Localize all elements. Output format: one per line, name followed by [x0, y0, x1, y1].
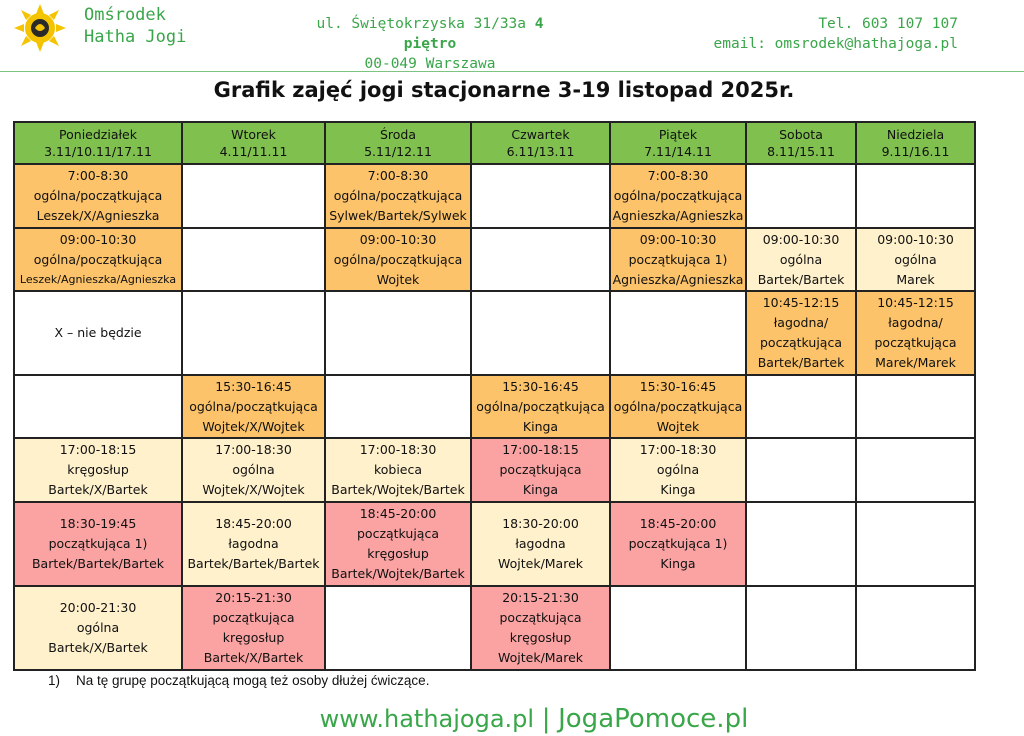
class-line: Bartek/Bartek	[757, 355, 845, 370]
class-line: Kinga	[522, 482, 559, 497]
class-cell	[746, 228, 856, 291]
class-line: początkująca 1)	[628, 536, 728, 551]
empty-cell	[746, 375, 856, 438]
footnote-number: 1)	[48, 673, 61, 688]
class-cell	[182, 502, 325, 586]
jogapomoce-link[interactable]: JogaPomoce.pl	[558, 704, 749, 734]
class-line: Agnieszka/Agnieszka	[612, 271, 744, 287]
class-line: 15:30-16:45	[502, 378, 579, 394]
class-line: łagodna/	[888, 315, 943, 330]
class-line: Agnieszka/Agnieszka	[612, 208, 744, 223]
email-label: email:	[713, 36, 766, 52]
class-line: Bartek/Bartek	[757, 271, 845, 287]
day-dates: 9.11/16.11	[881, 144, 950, 159]
class-line: 18:30-20:00	[502, 516, 579, 531]
class-line: 09:00-10:30	[639, 231, 717, 247]
class-line: łagodna	[228, 536, 279, 551]
class-line: 18:30-19:45	[59, 516, 137, 531]
class-line: Wojtek/X/Wojtek	[202, 482, 305, 497]
class-line: Leszek/Agnieszka/Agnieszka	[19, 272, 177, 286]
class-line: Bartek/X/Bartek	[48, 640, 148, 655]
class-line: Wojtek	[376, 271, 420, 287]
day-dates: 4.11/11.11	[219, 144, 288, 159]
class-line: Wojtek/Marek	[497, 556, 584, 571]
class-cell	[14, 228, 182, 291]
class-line: kręgosłup	[222, 630, 285, 645]
day-name: Środa	[379, 127, 417, 142]
class-line: 7:00-8:30	[67, 168, 129, 183]
empty-cell	[182, 291, 325, 375]
class-cell	[182, 586, 325, 670]
empty-cell	[610, 586, 746, 670]
class-cell	[610, 438, 746, 502]
class-line: 09:00-10:30	[877, 231, 954, 247]
class-line: Wojtek/Marek	[497, 650, 584, 665]
day-name: Niedziela	[886, 127, 945, 142]
class-line: ogólna/początkująca	[333, 188, 463, 203]
header-divider	[0, 71, 1024, 72]
class-cell	[610, 375, 746, 438]
class-cell	[325, 164, 471, 228]
class-line: 20:15-21:30	[502, 590, 579, 605]
day-dates: 7.11/14.11	[644, 144, 712, 159]
class-cell	[610, 164, 746, 228]
schedule-table	[13, 121, 976, 671]
class-line: kręgosłup	[67, 462, 129, 477]
email-line	[714, 34, 958, 54]
address-floor: 4 piętro	[403, 16, 544, 52]
class-cell	[856, 228, 975, 291]
class-line: Sylwek/Bartek/Sylwek	[329, 208, 467, 223]
class-line: początkująca	[356, 526, 440, 541]
class-line: 15:30-16:45	[639, 378, 717, 394]
class-line: 7:00-8:30	[367, 168, 429, 183]
schedule-row	[14, 586, 975, 670]
class-line: początkująca	[212, 610, 295, 625]
class-cell	[14, 438, 182, 502]
empty-cell	[471, 291, 610, 375]
empty-cell	[471, 164, 610, 228]
class-line: ogólna	[232, 462, 275, 477]
day-name: Wtorek	[231, 127, 276, 142]
day-header-5	[746, 122, 856, 164]
class-cell	[610, 228, 746, 291]
address	[300, 14, 560, 74]
class-line: łagodna/	[773, 315, 829, 330]
day-name: Poniedziałek	[59, 127, 137, 142]
class-line: ogólna	[894, 251, 937, 267]
website-link[interactable]: www.hathajoga.pl	[319, 705, 535, 733]
day-header-2	[325, 122, 471, 164]
empty-cell	[856, 502, 975, 586]
class-line: Wojtek/X/Wojtek	[202, 418, 305, 434]
contact-info	[714, 14, 958, 54]
day-header-1	[182, 122, 325, 164]
class-cell	[856, 291, 975, 375]
footer-links	[0, 704, 1024, 734]
class-cell	[14, 502, 182, 586]
empty-cell	[856, 375, 975, 438]
address-line-2: 00-049 Warszawa	[364, 56, 496, 72]
class-line: 17:00-18:15	[502, 442, 579, 457]
empty-cell	[746, 586, 856, 670]
class-line: ogólna/początkująca	[33, 251, 163, 267]
class-line: ogólna	[779, 251, 823, 267]
class-line: Kinga	[660, 556, 696, 571]
class-line: ogólna/początkująca	[189, 398, 318, 414]
day-dates: 3.11/10.11/17.11	[44, 144, 152, 159]
empty-cell	[325, 375, 471, 438]
class-line: 18:45-20:00	[639, 516, 717, 531]
class-cell	[14, 586, 182, 670]
class-line: początkująca	[759, 335, 843, 350]
class-line: Wojtek	[656, 418, 700, 434]
footer-separator: |	[541, 704, 551, 734]
day-name: Piątek	[658, 127, 698, 142]
day-name: Czwartek	[511, 127, 570, 142]
class-line: ogólna/początkująca	[476, 398, 605, 414]
class-cell	[14, 291, 182, 375]
class-line: 18:45-20:00	[359, 506, 437, 521]
class-line: ogólna/początkująca	[33, 188, 163, 203]
class-line: 10:45-12:15	[877, 295, 954, 310]
schedule-row	[14, 438, 975, 502]
email-link[interactable]: omsrodek@hathajoga.pl	[774, 36, 958, 52]
class-line: 09:00-10:30	[762, 231, 840, 247]
day-dates: 6.11/13.11	[506, 144, 575, 159]
class-cell	[471, 375, 610, 438]
footnote-text: Na tę grupę początkującą mogą też osoby dłużej ćwiczące.	[76, 673, 430, 688]
class-line: Bartek/X/Bartek	[203, 650, 304, 665]
empty-cell	[14, 375, 182, 438]
empty-cell	[182, 228, 325, 291]
schedule-row	[14, 228, 975, 291]
day-name: Sobota	[779, 127, 823, 142]
empty-cell	[856, 164, 975, 228]
class-line: 17:00-18:30	[215, 442, 292, 457]
class-line: X – nie będzie	[54, 325, 142, 340]
class-line: 18:45-20:00	[215, 516, 292, 531]
class-line: 17:00-18:15	[59, 442, 137, 457]
class-line: 20:00-21:30	[59, 600, 137, 615]
empty-cell	[746, 164, 856, 228]
class-line: kręgosłup	[367, 546, 429, 561]
empty-cell	[471, 228, 610, 291]
schedule-row	[14, 375, 975, 438]
empty-cell	[325, 291, 471, 375]
class-line: 10:45-12:15	[762, 295, 840, 310]
class-line: Marek/Marek	[875, 355, 956, 370]
class-cell	[325, 502, 471, 586]
day-dates: 5.11/12.11	[364, 144, 432, 159]
class-cell	[471, 438, 610, 502]
day-header-3	[471, 122, 610, 164]
class-line: Bartek/Wojtek/Bartek	[331, 482, 465, 497]
class-line: początkująca	[874, 335, 957, 350]
class-line: ogólna	[656, 462, 700, 477]
class-cell	[746, 291, 856, 375]
address-street: ul. Świętokrzyska 31/33a	[316, 16, 527, 32]
address-line-1	[300, 14, 560, 54]
sun-logo-icon	[14, 4, 66, 52]
class-cell	[182, 438, 325, 502]
class-line: 15:30-16:45	[215, 378, 292, 394]
class-line: Kinga	[660, 482, 696, 497]
class-line: ogólna	[76, 620, 120, 635]
schedule-row	[14, 291, 975, 375]
class-cell	[14, 164, 182, 228]
class-cell	[325, 438, 471, 502]
brand-name	[84, 4, 186, 48]
class-line: łagodna	[515, 536, 566, 551]
class-line: ogólna/początkująca	[333, 251, 463, 267]
class-line: Leszek/X/Agnieszka	[36, 208, 160, 223]
class-line: Bartek/Bartek/Bartek	[31, 556, 165, 571]
class-cell	[325, 228, 471, 291]
empty-cell	[746, 438, 856, 502]
empty-cell	[325, 586, 471, 670]
class-line: 17:00-18:30	[359, 442, 437, 457]
empty-cell	[746, 502, 856, 586]
class-line: początkująca	[499, 610, 582, 625]
brand-line-1: Omśrodek	[84, 5, 166, 25]
day-dates: 8.11/15.11	[767, 144, 835, 159]
page-title: Grafik zajęć jogi stacjonarne 3-19 listopad 2025r.	[213, 78, 795, 102]
class-line: Kinga	[522, 418, 559, 434]
class-line: kobieca	[373, 462, 423, 477]
class-line: początkująca	[499, 462, 582, 477]
empty-cell	[610, 291, 746, 375]
class-line: początkująca 1)	[48, 536, 148, 551]
class-line: Bartek/X/Bartek	[48, 482, 148, 497]
class-cell	[610, 502, 746, 586]
class-line: 7:00-8:30	[647, 168, 709, 183]
day-header-6	[856, 122, 975, 164]
class-line: początkująca 1)	[628, 251, 728, 267]
class-line: 09:00-10:30	[59, 231, 137, 247]
phone: Tel. 603 107 107	[818, 16, 958, 32]
day-header-4	[610, 122, 746, 164]
class-line: ogólna/początkująca	[613, 398, 743, 414]
class-line: Marek	[896, 271, 935, 287]
schedule-row	[14, 164, 975, 228]
class-line: 20:15-21:30	[215, 590, 292, 605]
empty-cell	[856, 586, 975, 670]
day-header-0	[14, 122, 182, 164]
class-line: 09:00-10:30	[359, 231, 437, 247]
empty-cell	[182, 164, 325, 228]
footnote	[48, 673, 429, 688]
class-cell	[182, 375, 325, 438]
class-line: Bartek/Wojtek/Bartek	[331, 566, 465, 581]
class-line: Bartek/Bartek/Bartek	[187, 556, 320, 571]
schedule-row	[14, 502, 975, 586]
class-line: ogólna/początkująca	[613, 188, 743, 203]
empty-cell	[856, 438, 975, 502]
class-cell	[471, 586, 610, 670]
brand-line-2: Hatha Jogi	[84, 27, 187, 47]
day-header-row	[14, 122, 975, 164]
class-line: kręgosłup	[509, 630, 572, 645]
class-line: 17:00-18:30	[639, 442, 717, 457]
class-cell	[471, 502, 610, 586]
